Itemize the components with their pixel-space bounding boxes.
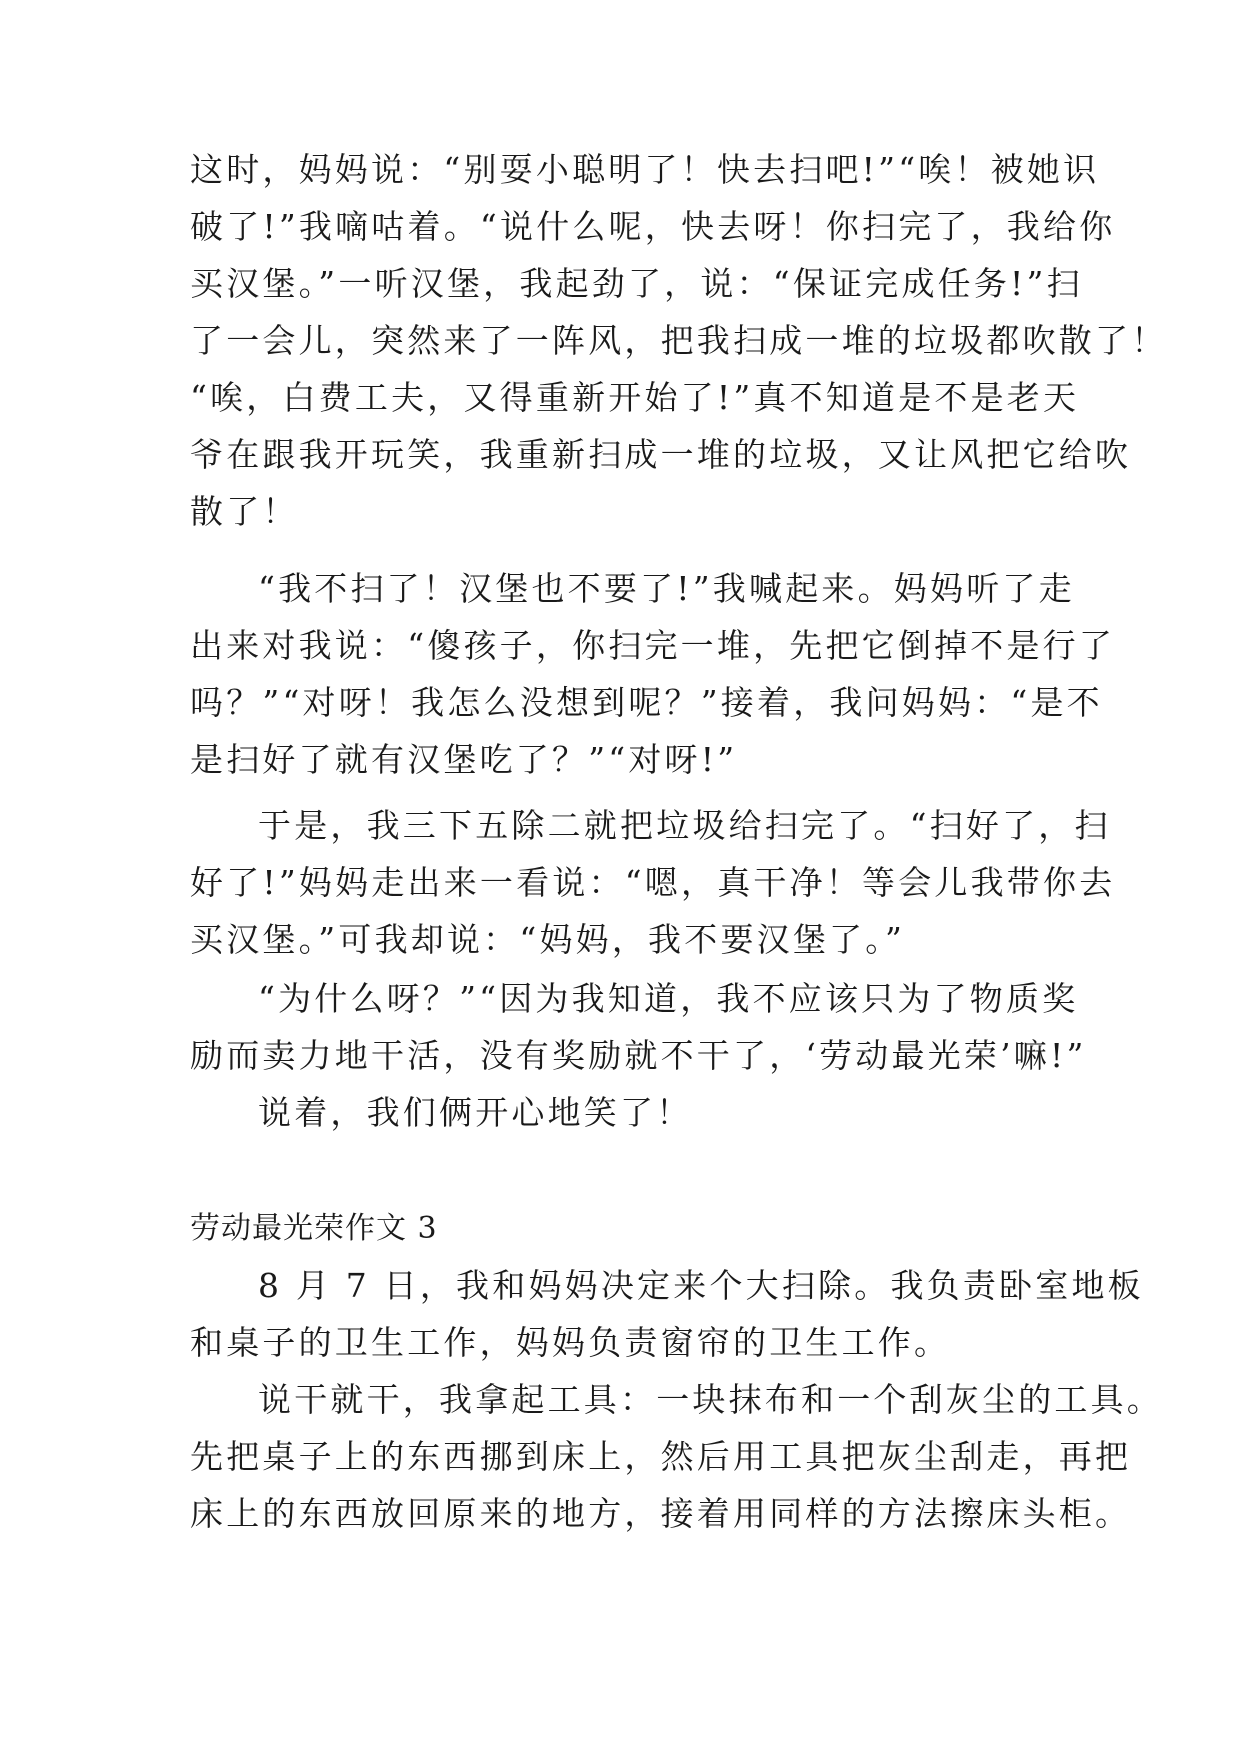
text-line: 爷在跟我开玩笑，我重新扫成一堆的垃圾，又让风把它给吹 <box>190 435 1132 474</box>
text-line: 好了!”妈妈走出来一看说：“嗯，真干净！等会儿我带你去 <box>190 863 1116 902</box>
text-line: 8 月 7 日，我和妈妈决定来个大扫除。我负责卧室地板 <box>258 1266 1144 1305</box>
text-line: “为什么呀？”“因为我知道，我不应该只为了物质奖 <box>258 979 1079 1018</box>
text-line: 破了!”我嘀咕着。“说什么呢，快去呀！你扫完了，我给你 <box>190 207 1116 246</box>
text-line: 这时，妈妈说：“别耍小聪明了！快去扫吧!”“唉！被她识 <box>190 150 1100 189</box>
text-line: 吗？”“对呀！我怎么没想到呢？”接着，我问妈妈：“是不 <box>190 683 1103 722</box>
text-line: 了一会儿，突然来了一阵风，把我扫成一堆的垃圾都吹散了！ <box>190 321 1168 360</box>
text-line: 和桌子的卫生工作，妈妈负责窗帘的卫生工作。 <box>190 1323 951 1362</box>
text-line: 是扫好了就有汉堡吃了？”“对呀!” <box>190 740 738 779</box>
text-line: 出来对我说：“傻孩子，你扫完一堆，先把它倒掉不是行了 <box>190 626 1116 665</box>
text-line: “唉，白费工夫，又得重新开始了!”真不知道是不是老天 <box>190 378 1080 417</box>
text-line: 散了！ <box>190 492 299 531</box>
text-line: 于是，我三下五除二就把垃圾给扫完了。“扫好了，扫 <box>258 806 1111 845</box>
text-line: 床上的东西放回原来的地方，接着用同样的方法擦床头柜。 <box>190 1494 1132 1533</box>
text-line: 说干就干，我拿起工具：一块抹布和一个刮灰尘的工具。 <box>258 1380 1163 1419</box>
text-line: 说着，我们俩开心地笑了！ <box>258 1093 693 1132</box>
section-heading: 劳动最光荣作文 3 <box>190 1211 438 1246</box>
text-line: “我不扫了！汉堡也不要了!”我喊起来。妈妈听了走 <box>258 569 1075 608</box>
text-line: 买汉堡。”一听汉堡，我起劲了，说：“保证完成任务!”扫 <box>190 264 1083 303</box>
text-line: 励而卖力地干活，没有奖励就不干了，‘劳动最光荣’嘛!” <box>190 1036 1087 1075</box>
text-line: 买汉堡。”可我却说：“妈妈，我不要汉堡了。” <box>190 920 906 959</box>
text-line: 先把桌子上的东西挪到床上，然后用工具把灰尘刮走，再把 <box>190 1437 1132 1476</box>
